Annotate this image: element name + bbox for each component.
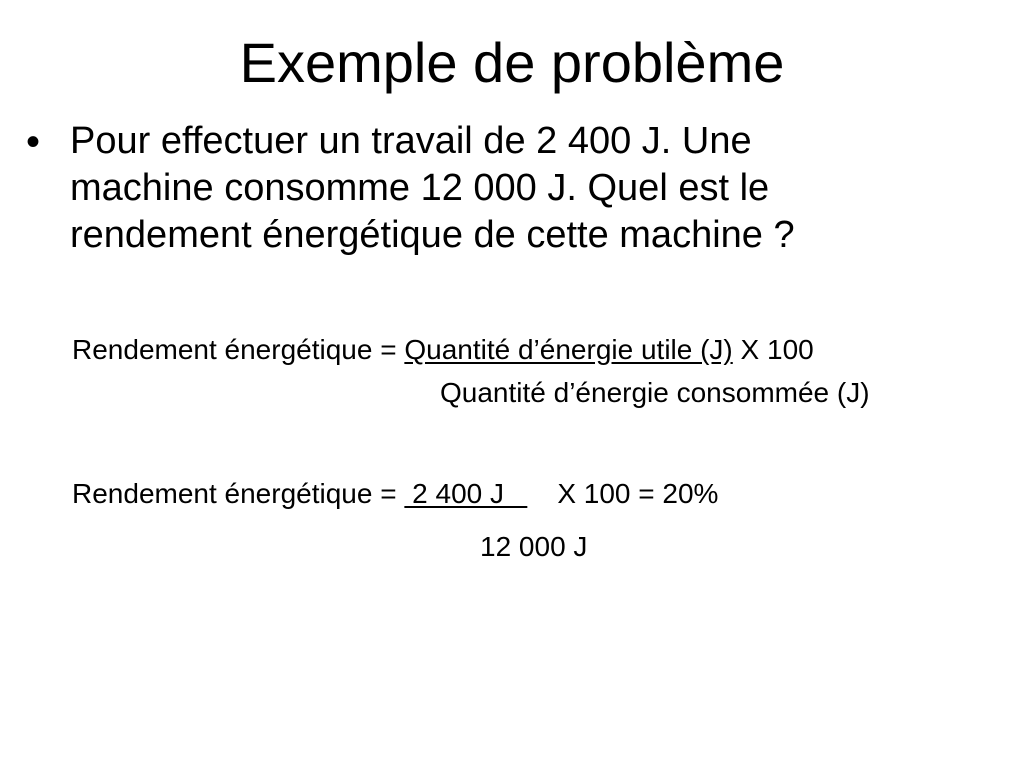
calculation-denominator: 12 000 J	[480, 531, 588, 562]
formula-denominator: Quantité d’énergie consommée (J)	[440, 377, 870, 408]
bullet-marker: •	[26, 120, 41, 164]
formula-multiplier: X 100	[732, 334, 814, 365]
calculation-line	[72, 477, 718, 511]
formula-line	[72, 333, 814, 367]
calculation-result: X 100 = 20%	[557, 478, 719, 509]
calculation-label: Rendement énergétique =	[72, 478, 405, 509]
problem-line-2: machine consomme 12 000 J. Quel est le	[70, 167, 770, 209]
formula-label: Rendement énergétique =	[72, 334, 405, 365]
calculation-numerator: 2 400 J	[404, 478, 528, 509]
formula-numerator: Quantité d’énergie utile (J)	[404, 334, 733, 365]
slide-title: Exemple de problème	[239, 31, 785, 94]
problem-statement	[70, 118, 990, 259]
problem-line-1: Pour effectuer un travail de 2 400 J. Une	[70, 120, 752, 162]
problem-line-3: rendement énergétique de cette machine ?	[70, 214, 795, 256]
